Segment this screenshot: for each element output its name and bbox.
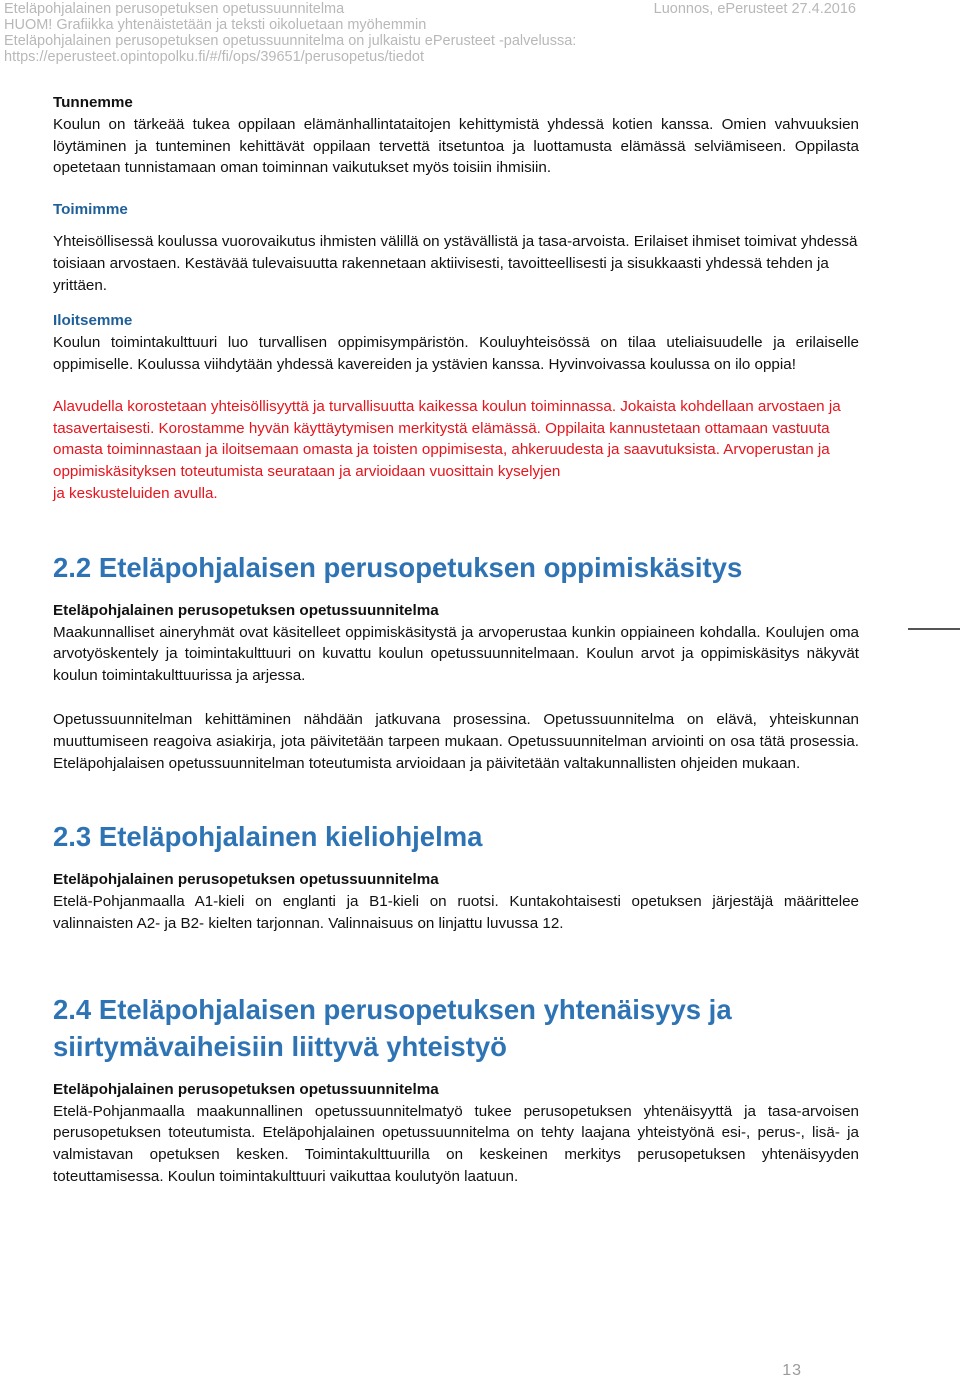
toimimme-text: Yhteisöllisessä koulussa vuorovaikutus ihmisten välillä on ystävällistä ja tasa-arvoista. Erilaiset ihmiset toimivat yhdessä toisiaan arvostaen. Kestävää tulevaisuutta rakennetaan aktiivisesti, tavoitteellisesti ja sisukkaasti yhdessä tehden ja yrittäen. [53,232,858,294]
section-2-4-heading: 2.4 Eteläpohjalaisen perusopetuksen yhtenäisyys ja siirtymävaiheisiin liittyvä yhteistyö [53,993,732,1062]
margin-rule [908,628,960,630]
iloitsemme-text: Koulun toimintakulttuuri luo turvallisen oppimisympäristön. Kouluyhteisössä on tilaa uteliaisuudelle ja erilaiselle oppimiselle. Koulussa viihdytään yhdessä kavereiden ja ystävien kanssa. Hyvinvoivassa koulussa on ilo oppia! [53,334,859,373]
section-2-4-para-1: Etelä-Pohjanmaalla maakunnallinen opetussuunnitelmatyö tukee perusopetuksen yhtenäisyyttä ja tasa-arvoisen perusopetuksen toteutumista. Eteläpohjalainen opetussuunnitelma on tehty laajana yhteistyönä esi-, perus-, lisä- ja valmistavan opetuksen kesken. Toimintakulttuurilla on keskeinen merkitys perusopetuksen yhtenäisyyden toteuttamisessa. Koulun toimintakulttuuri vaikuttaa koulutyön laatuun. [53,1102,859,1185]
tunnemme-text: Koulun on tärkeää tukea oppilaan elämänhallintataitojen kehittymistä yhdessä kotien kanssa. Omien vahvuuksien löytäminen ja tunteminen kehittävät oppilaan tervettä itsetuntoa ja luottamusta elämässä selviämiseen. Oppilasta opetetaan tunnistamaan oman toiminnan vaikutukset myös toisiin ihmisiin. [53,115,859,177]
tunnemme-heading: Tunnemme [53,94,133,111]
header-line-3: Eteläpohjalainen perusopetuksen opetussuunnitelma on julkaistu ePerusteet -palvelussa: [4,33,577,49]
header-line-2: HUOM! Grafiikka yhtenäistetään ja teksti oikoluetaan myöhemmin [4,17,427,33]
section-2-2-heading: 2.2 Eteläpohjalaisen perusopetuksen oppimiskäsitys [53,551,743,583]
header-draft-note: Luonnos, ePerusteet 27.4.2016 [653,1,856,17]
page-number: 13 [782,1362,802,1379]
section-2-3-heading: 2.3 Eteläpohjalainen kieliohjelma [53,821,483,853]
page-header [0,0,960,72]
header-line-1: Eteläpohjalainen perusopetuksen opetussuunnitelma [4,1,345,17]
alavus-text: Alavudella korostetaan yhteisöllisyyttä ja turvallisuutta kaikessa koulun toiminnassa. Jokaista kohdellaan arvostaen ja tasavertaisesti. Korostamme hyvän käyttäytymisen merkitystä elämässä. Oppilaita kannustetaan ottamaan vastuuta omasta toiminnastaan ja iloitsemaan omasta ja toisten oppimisesta, ahkeruudesta ja saavutuksista. Arvoperustan ja oppimiskäsityksen toteutumista seurataan ja arvioidaan vuosittain kyselyjen [53,397,841,481]
section-2-3-para-1: Etelä-Pohjanmaalla A1-kieli on englanti ja B1-kieli on ruotsi. Kuntakohtaisesti opetuksen järjestäjä määrittelee valinnaisten A2- ja B2- kielten tarjonnan. Valinnaisuus on linjattu luvussa 12. [53,893,859,932]
section-2-2-subheading: Eteläpohjalainen perusopetuksen opetussuunnitelma [53,601,439,619]
section-2-4-subheading: Eteläpohjalainen perusopetuksen opetussuunnitelma [53,1080,439,1098]
iloitsemme-heading: Iloitsemme [53,312,133,330]
document-body [53,92,859,1188]
header-url[interactable]: https://eperusteet.opintopolku.fi/#/fi/ops/39651/perusopetus/tiedot [4,49,424,65]
alavus-text-end: ja keskusteluiden avulla. [53,484,218,502]
section-2-2-para-2: Opetussuunnitelman kehittäminen nähdään jatkuvana prosessina. Opetussuunnitelma on elävä, yhteiskunnan muuttumiseen reagoiva asiakirja, jota päivitetään tarpeen mukaan. Opetussuunnitelman arviointi on osa tätä prosessia. Eteläpohjalaisen opetussuunnitelman toteutumista arvioidaan ja päivitetään valtakunnallisten ohjeiden mukaan. [53,710,859,772]
toimimme-heading: Toimimme [53,201,128,219]
section-2-2-para-1: Maakunnalliset aineryhmät ovat käsitelleet oppimiskäsitystä ja arvoperustaa kunkin oppiaineen kohdalla. Koulujen oma arvotyöskentely ja toimintakulttuuri on kuvattu koulun opetussuunnitelmaan. Koulun arvot ja oppimiskäsitys näkyvät koulun toimintakulttuurissa ja arjessa. [53,623,859,685]
section-2-3-subheading: Eteläpohjalainen perusopetuksen opetussuunnitelma [53,871,439,889]
